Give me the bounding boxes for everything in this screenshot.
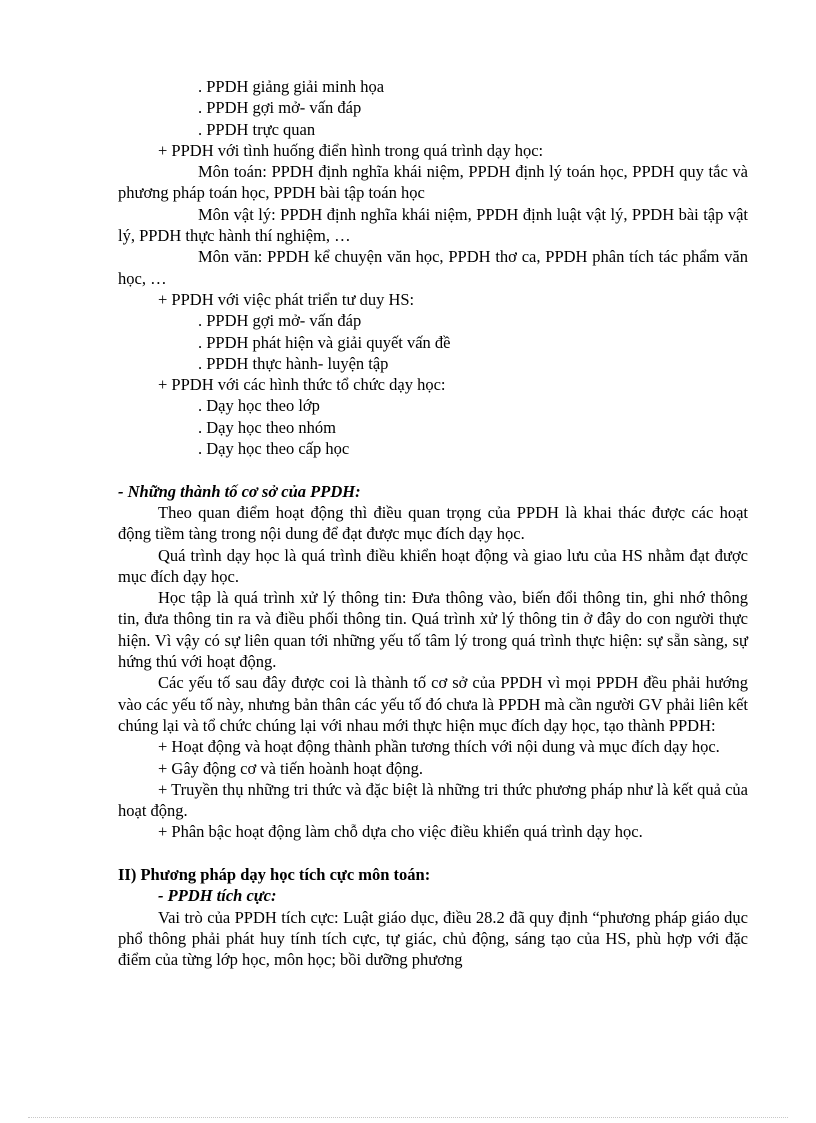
spacer: [118, 843, 748, 864]
paragraph: Môn vật lý: PPDH định nghĩa khái niệm, PPDH định luật vật lý, PPDH bài tập vật lý, PPDH thực hành thí nghiệm, …: [118, 204, 748, 246]
list-item: . PPDH gợi mở- vấn đáp: [198, 311, 362, 331]
section-heading: - Những thành tố cơ sở của PPDH:: [118, 481, 361, 501]
paragraph: Theo quan điểm hoạt động thì điều quan trọng của PPDH là khai thác được các hoạt động tiềm tàng trong nội dung để đạt được mục đích dạy học.: [118, 502, 748, 544]
page-footer-divider: [28, 1117, 788, 1118]
paragraph: + Truyền thụ những tri thức và đặc biệt là những tri thức phương pháp như là kết quả của hoạt động.: [118, 779, 748, 821]
document-page: [118, 76, 748, 970]
paragraph: Vai trò của PPDH tích cực: Luật giáo dục, điều 28.2 đã quy định “phương pháp giáo dục phổ thông phải phát huy tính tích cực, tự giác, chủ động, sáng tạo của HS, phù hợp với đặc điểm của từng lớp học, môn học; bồi dưỡng phương: [118, 907, 748, 970]
paragraph: Các yếu tố sau đây được coi là thành tố cơ sở của PPDH vì mọi PPDH đều phải hướng vào các yếu tố này, nhưng bản thân các yếu tố đó chưa là PPDH mà cần người GV phải liên kết chúng lại và tổ chức chúng lại với nhau mới thực hiện mục đích dạy học, tạo thành PPDH:: [118, 673, 748, 735]
paragraph: Học tập là quá trình xử lý thông tin: Đưa thông vào, biến đổi thông tin, ghi nhớ thông tin, đưa thông tin ra và điều phối thông tin. Quá trình xử lý thông tin ở đây do con người thực hiện. Vì vậy có sự liên quan tới những yếu tố tâm lý trong quá trình thực hiện: sự sẵn sàng, sự hứng thú với hoạt động.: [118, 588, 748, 672]
paragraph: Quá trình dạy học là quá trình điều khiển hoạt động và giao lưu của HS nhằm đạt được mục đích dạy học.: [118, 545, 748, 586]
list-item: . Dạy học theo nhóm: [198, 417, 336, 437]
list-item: . PPDH trực quan: [198, 119, 316, 139]
list-item: . Dạy học theo cấp học: [198, 439, 350, 459]
paragraph: + Hoạt động và hoạt động thành phần tương thích với nội dung và mục đích dạy học.: [158, 737, 720, 757]
list-item: . PPDH phát hiện và giải quyết vấn đề: [198, 332, 451, 352]
list-heading: + PPDH với tình huống điển hình trong quá trình dạy học:: [158, 140, 544, 160]
list-heading: + PPDH với các hình thức tổ chức dạy học:: [158, 375, 446, 395]
paragraph: + Gây động cơ và tiến hoành hoạt động.: [158, 758, 424, 778]
spacer: [118, 459, 748, 480]
subsection-heading: - PPDH tích cực:: [158, 886, 277, 906]
section-heading: II) Phương pháp dạy học tích cực môn toán:: [118, 864, 431, 884]
paragraph: + Phân bậc hoạt động làm chỗ dựa cho việc điều khiển quá trình dạy học.: [158, 822, 643, 842]
list-item: . PPDH giảng giải minh họa: [198, 77, 385, 96]
list-item: . Dạy học theo lớp: [198, 396, 320, 416]
paragraph: Môn văn: PPDH kể chuyện văn học, PPDH thơ ca, PPDH phân tích tác phẩm văn học, …: [118, 247, 748, 288]
list-item: . PPDH thực hành- luyện tập: [198, 353, 389, 373]
paragraph: Môn toán: PPDH định nghĩa khái niệm, PPDH định lý toán học, PPDH quy tắc và phương pháp toán học, PPDH bài tập toán học: [118, 162, 748, 203]
list-heading: + PPDH với việc phát triển tư duy HS:: [158, 289, 415, 309]
list-item: . PPDH gợi mở- vấn đáp: [198, 98, 362, 118]
